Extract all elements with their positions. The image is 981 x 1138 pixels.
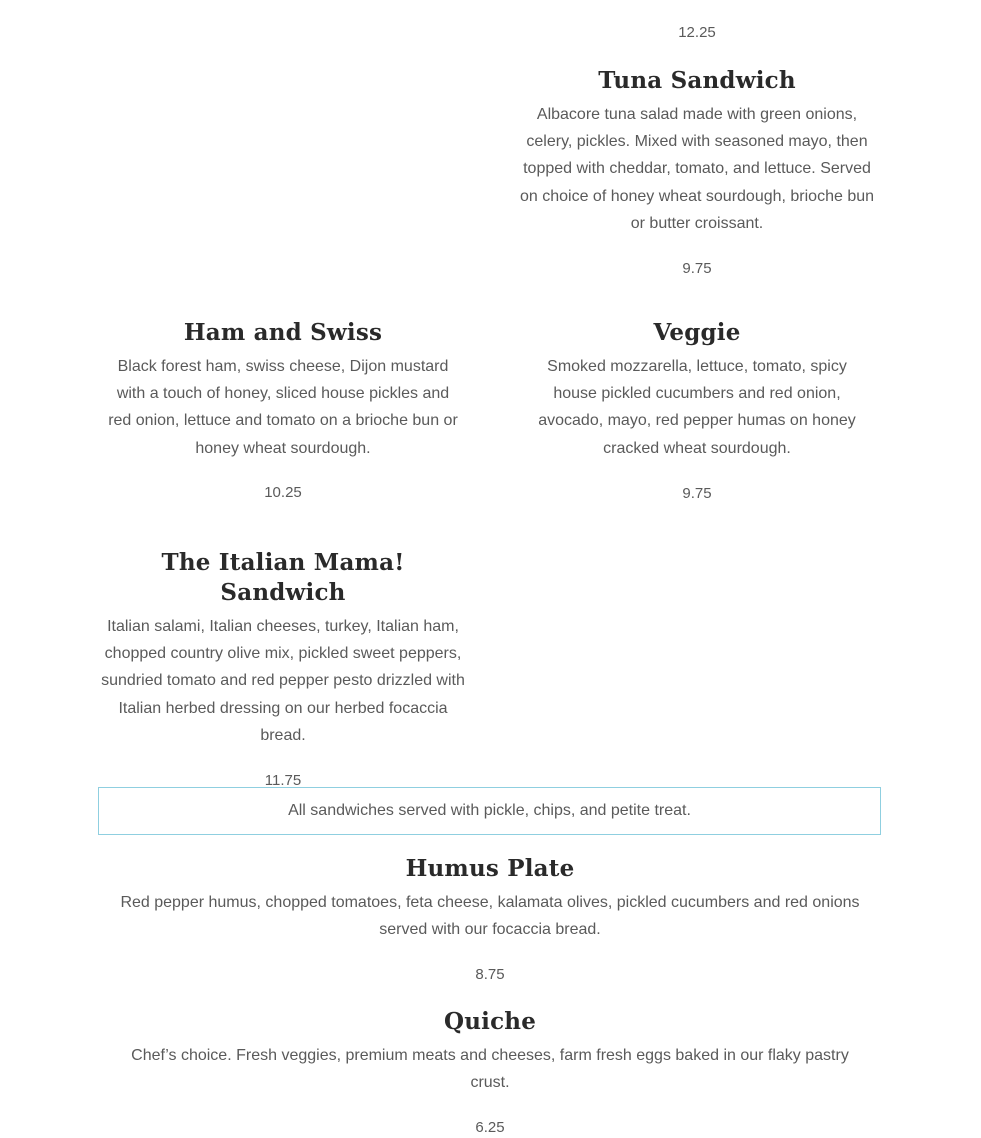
item-price: 8.75 (475, 966, 505, 984)
menu-item-quiche (98, 1007, 882, 1138)
item-title: Tuna Sandwich (598, 67, 796, 94)
item-title: Veggie (653, 319, 741, 346)
item-description: Smoked mozzarella, lettuce, tomato, spicy house pickled cucumbers and red onion, avocado, mayo, red pepper humas on honey cracked wheat sourdough. (538, 358, 856, 457)
menu-item-ham-and-swiss (98, 318, 468, 503)
previous-item-price-block (512, 23, 882, 43)
item-description: Black forest ham, swiss cheese, Dijon mustard with a touch of honey, sliced house pickles and red onion, lettuce and tomato on a brioche bun or honey wheat sourdough. (108, 358, 458, 457)
item-description: Italian salami, Italian cheeses, turkey, Italian ham, chopped country olive mix, pickled sweet peppers, sundried tomato and red pepper pesto drizzled with Italian herbed dressing on our herbed focaccia bread. (101, 618, 465, 744)
item-price: 9.75 (682, 260, 712, 278)
notice-text: All sandwiches served with pickle, chips, and petite treat. (288, 802, 691, 819)
item-price: 6.25 (475, 1119, 505, 1137)
item-description: Chef’s choice. Fresh veggies, premium meats and cheeses, farm fresh eggs baked in our flaky pastry crust. (131, 1047, 849, 1092)
item-title: Quiche (443, 1008, 537, 1035)
item-price: 10.25 (264, 483, 302, 501)
item-description: Albacore tuna salad made with green onions, celery, pickles. Mixed with seasoned mayo, then topped with cheddar, tomato, and lettuce. Served on choice of honey wheat sourdough, brioche bun or butter croissant. (519, 106, 875, 232)
item-price: 9.75 (682, 484, 712, 502)
item-price: 11.75 (264, 772, 302, 790)
menu-item-veggie (512, 318, 882, 504)
item-title: Ham and Swiss (183, 319, 383, 346)
item-description: Red pepper humus, chopped tomatoes, feta cheese, kalamata olives, pickled cucumbers and red onions served with our focaccia bread. (120, 894, 860, 939)
sandwich-notice-box (98, 787, 881, 835)
item-title: Humus Plate (405, 855, 575, 882)
menu-item-italian-mama-sandwich (98, 548, 468, 791)
menu-item-humus-plate (98, 854, 882, 985)
item-title: The Italian Mama! Sandwich (161, 549, 405, 606)
item-price: 12.25 (678, 24, 716, 41)
menu-item-tuna-sandwich (512, 66, 882, 279)
